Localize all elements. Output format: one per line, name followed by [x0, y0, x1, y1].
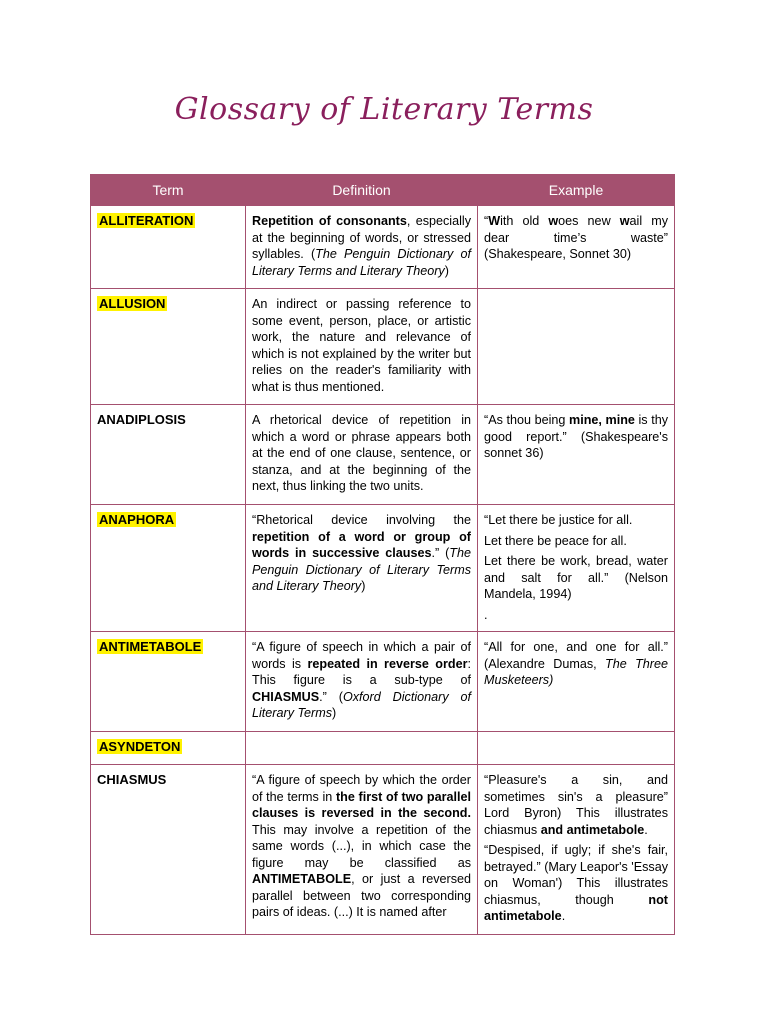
example-cell	[478, 405, 675, 505]
example-cell	[478, 732, 675, 765]
term-label: ANADIPLOSIS	[97, 412, 186, 427]
term-cell	[91, 732, 246, 765]
term-label: ALLITERATION	[99, 213, 194, 228]
definition-cell: An indirect or passing reference to some event, person, place, or artistic work, the nature and relevance of which is not explained by the writer but relies on the reader's familiarity with what is thus mentioned.	[246, 289, 478, 405]
example-cell	[478, 632, 675, 732]
example-paragraph: “Despised, if ugly; if she's fair, betrayed.” (Mary Leapor's 'Essay on Woman') This illustrates chiasmus, though not antimetabole.	[484, 843, 668, 923]
header-row	[91, 175, 675, 206]
definition-cell: A rhetorical device of repetition in which a word or phrase appears both at the end of one clause, sentence, or stanza, and at the beginning of the next, thus linking the two units.	[246, 405, 478, 505]
term-label: ASYNDETON	[99, 739, 181, 754]
example-paragraph: .	[484, 607, 488, 622]
example-paragraph: Let there be peace for all.	[484, 533, 627, 548]
example-cell	[478, 765, 675, 935]
term-label: ALLUSION	[99, 296, 166, 311]
definition-cell: “A figure of speech in which a pair of words is repeated in reverse order: This figure is a sub-type of CHIASMUS.” (Oxford Dictionary of Literary Terms)	[246, 632, 478, 732]
example-paragraph: Let there be work, bread, water and salt for all.” (Nelson Mandela, 1994)	[484, 554, 668, 601]
page-title: Glossary of Literary Terms	[174, 92, 594, 127]
definition-cell: “A figure of speech by which the order of the terms in the first of two parallel clauses is reversed in the second. This may involve a repetition of the same words (...), in which case the figure may be classified as ANTIMETABOLE, or just a reversed parallel between two corresponding pairs of ideas. (...) It is named after	[246, 765, 478, 935]
example-paragraph: “As thou being mine, mine is thy good report.” (Shakespeare's sonnet 36)	[484, 413, 668, 460]
header-definition: Definition	[246, 175, 478, 206]
example-paragraph: “With old woes new wail my dear time’s waste” (Shakespeare, Sonnet 30)	[484, 214, 669, 261]
table-row	[91, 765, 675, 935]
example-paragraph: “Let there be justice for all.	[484, 513, 633, 527]
table-row	[91, 505, 675, 632]
header-example: Example	[478, 175, 675, 206]
term-label: ANAPHORA	[99, 512, 175, 527]
table-row	[91, 206, 675, 289]
term-cell	[91, 405, 246, 505]
term-cell	[91, 505, 246, 632]
term-cell	[91, 206, 246, 289]
definition-cell	[246, 732, 478, 765]
definition-cell: “Rhetorical device involving the repetition of a word or group of words in successive clauses.” (The Penguin Dictionary of Literary Terms and Literary Theory)	[246, 505, 478, 632]
term-label: CHIASMUS	[97, 772, 167, 787]
example-cell	[478, 289, 675, 405]
header-term: Term	[91, 175, 246, 206]
table-row	[91, 732, 675, 765]
example-cell	[478, 505, 675, 632]
table-row	[91, 632, 675, 732]
table-row	[91, 289, 675, 405]
table-row	[91, 405, 675, 505]
term-cell	[91, 765, 246, 935]
term-label: ANTIMETABOLE	[99, 639, 202, 654]
example-paragraph: “Pleasure's a sin, and sometimes sin's a pleasure” Lord Byron) This illustrates chiasmus and antimetabole.	[484, 773, 668, 837]
term-cell	[91, 289, 246, 405]
term-cell	[91, 632, 246, 732]
example-cell	[478, 206, 675, 289]
definition-cell: Repetition of consonants, especially at the beginning of words, or stressed syllables. (The Penguin Dictionary of Literary Terms and Literary Theory)	[246, 206, 478, 289]
example-paragraph: “All for one, and one for all.” (Alexandre Dumas, The Three Musketeers)	[484, 640, 668, 687]
glossary-table	[90, 174, 675, 935]
